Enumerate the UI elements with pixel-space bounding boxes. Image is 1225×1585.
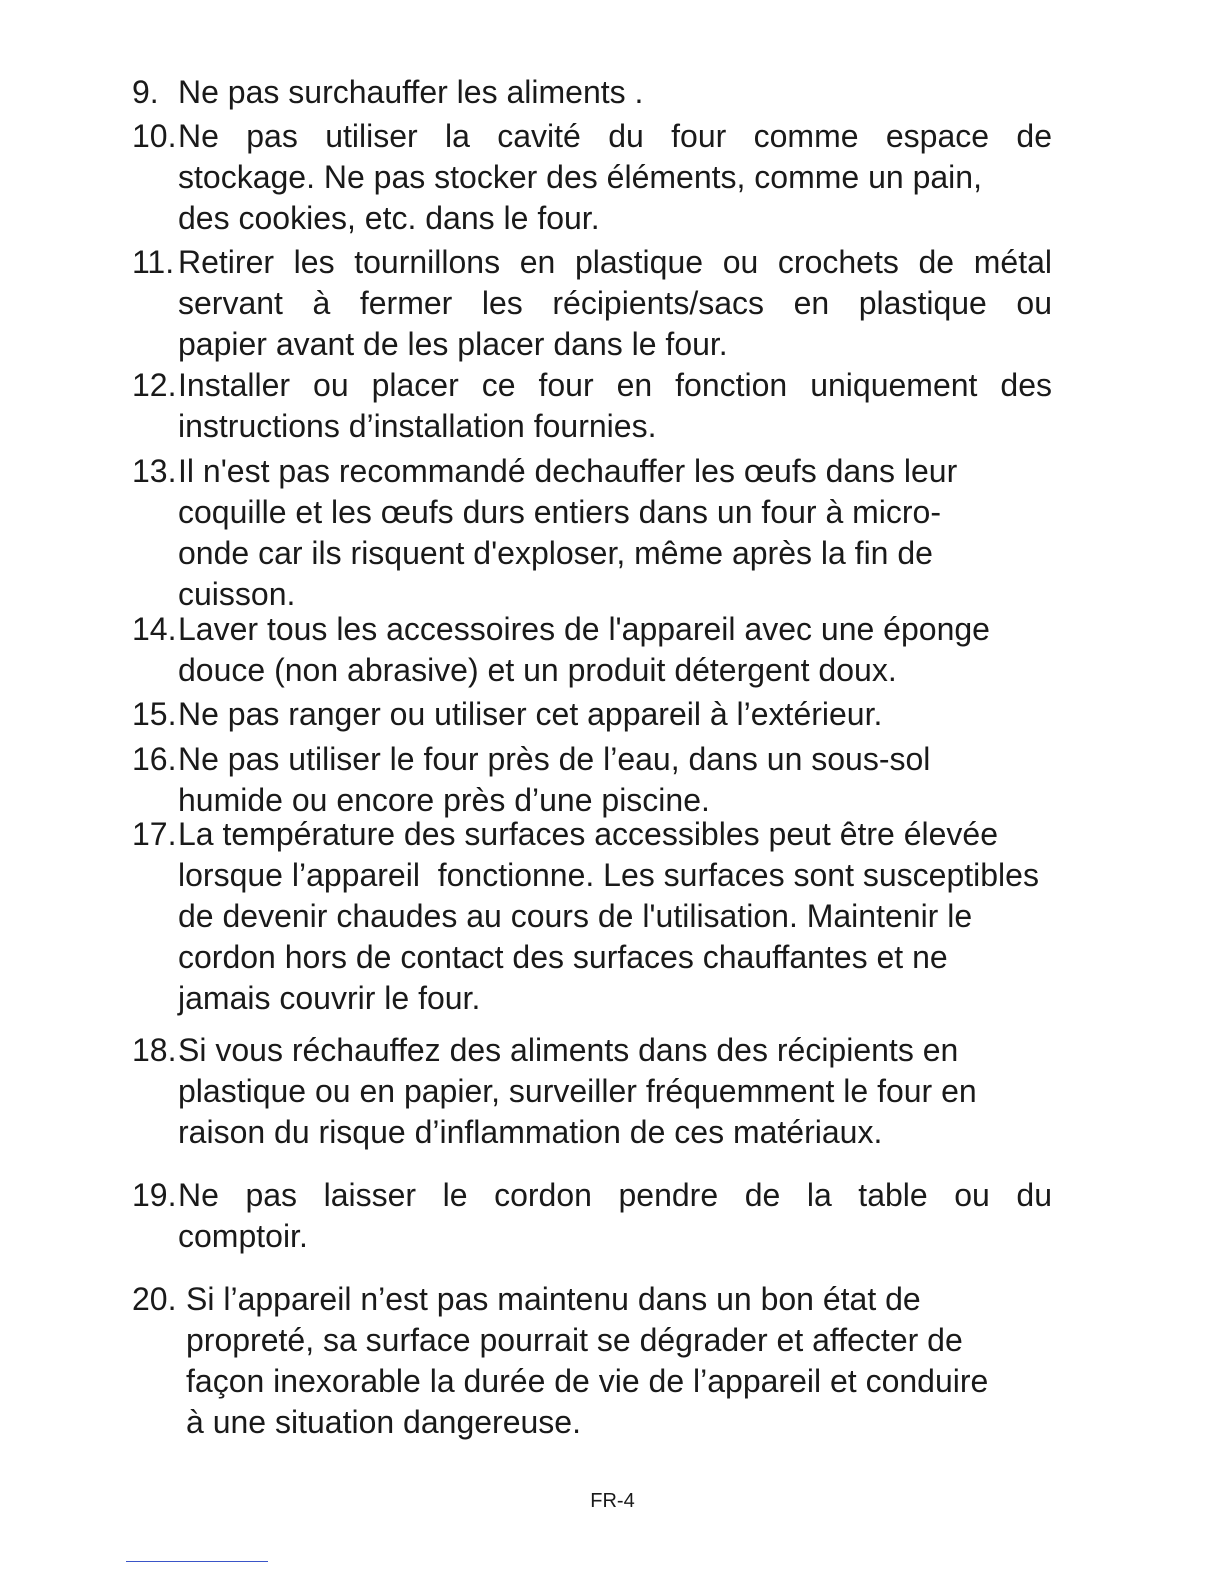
item-line: humide ou encore près d’une piscine. [178, 782, 710, 818]
item-number: 10. [132, 118, 177, 154]
list-item [132, 365, 1052, 447]
item-line: Retirer les tournillons en plastique ou crochets de métal [178, 244, 1052, 280]
item-line: instructions d’installation fournies. [178, 408, 657, 444]
item-line: Installer ou placer ce four en fonction uniquement des [178, 367, 1052, 403]
item-line: jamais couvrir le four. [178, 980, 481, 1016]
item-number: 17. [132, 816, 177, 852]
item-line: comptoir. [178, 1218, 308, 1254]
divider [126, 1561, 268, 1562]
item-number: 12. [132, 367, 177, 403]
item-line: onde car ils risquent d'exploser, même après la fin de [178, 535, 933, 571]
list-item [132, 609, 1052, 691]
item-line: à une situation dangereuse. [186, 1404, 581, 1440]
item-line: façon inexorable la durée de vie de l’appareil et conduire [186, 1363, 989, 1399]
item-number: 14. [132, 611, 177, 647]
list-item [132, 1175, 1052, 1257]
item-number: 13. [132, 453, 177, 489]
item-number: 11. [132, 244, 175, 280]
item-line: Ne pas surchauffer les aliments . [178, 74, 644, 110]
list-item [132, 242, 1052, 365]
list-item [132, 116, 1052, 239]
list-item [132, 1030, 1052, 1153]
item-line: de devenir chaudes au cours de l'utilisation. Maintenir le [178, 898, 973, 934]
list-item [132, 739, 1052, 821]
list-item [132, 694, 1052, 735]
list-item [132, 1279, 1052, 1443]
item-number: 15. [132, 696, 177, 732]
page-number: FR-4 [590, 1490, 635, 1512]
item-line: stockage. Ne pas stocker des éléments, comme un pain, [178, 159, 982, 195]
item-line: propreté, sa surface pourrait se dégrader et affecter de [186, 1322, 963, 1358]
item-line: plastique ou en papier, surveiller fréquemment le four en [178, 1073, 977, 1109]
item-line: Il n'est pas recommandé dechauffer les œufs dans leur [178, 453, 958, 489]
item-line: raison du risque d’inflammation de ces matériaux. [178, 1114, 883, 1150]
item-line: Laver tous les accessoires de l'appareil avec une éponge [178, 611, 990, 647]
item-line: Si l’appareil n’est pas maintenu dans un bon état de [186, 1281, 921, 1317]
list-item [132, 451, 1052, 615]
item-line: coquille et les œufs durs entiers dans un four à micro- [178, 494, 941, 530]
item-line: cuisson. [178, 576, 296, 612]
item-line: douce (non abrasive) et un produit détergent doux. [178, 652, 897, 688]
item-line: Ne pas ranger ou utiliser cet appareil à l’extérieur. [178, 696, 883, 732]
item-line: Ne pas utiliser la cavité du four comme espace de [178, 118, 1052, 154]
item-line: des cookies, etc. dans le four. [178, 200, 600, 236]
item-line: papier avant de les placer dans le four. [178, 326, 728, 362]
list-item [132, 72, 1052, 113]
item-line: lorsque l’appareil fonctionne. Les surfaces sont susceptibles [178, 857, 1039, 893]
item-number: 18. [132, 1032, 177, 1068]
item-line: Si vous réchauffez des aliments dans des récipients en [178, 1032, 959, 1068]
item-line: servant à fermer les récipients/sacs en plastique ou [178, 285, 1052, 321]
item-line: La température des surfaces accessibles peut être élevée [178, 816, 999, 852]
item-number: 16. [132, 741, 177, 777]
item-number: 9. [132, 74, 159, 110]
list-item [132, 814, 1052, 1019]
item-line: cordon hors de contact des surfaces chauffantes et ne [178, 939, 948, 975]
item-number: 19. [132, 1177, 177, 1213]
item-line: Ne pas laisser le cordon pendre de la table ou du [178, 1177, 1052, 1213]
item-line: Ne pas utiliser le four près de l’eau, dans un sous-sol [178, 741, 931, 777]
item-number: 20. [132, 1281, 177, 1317]
